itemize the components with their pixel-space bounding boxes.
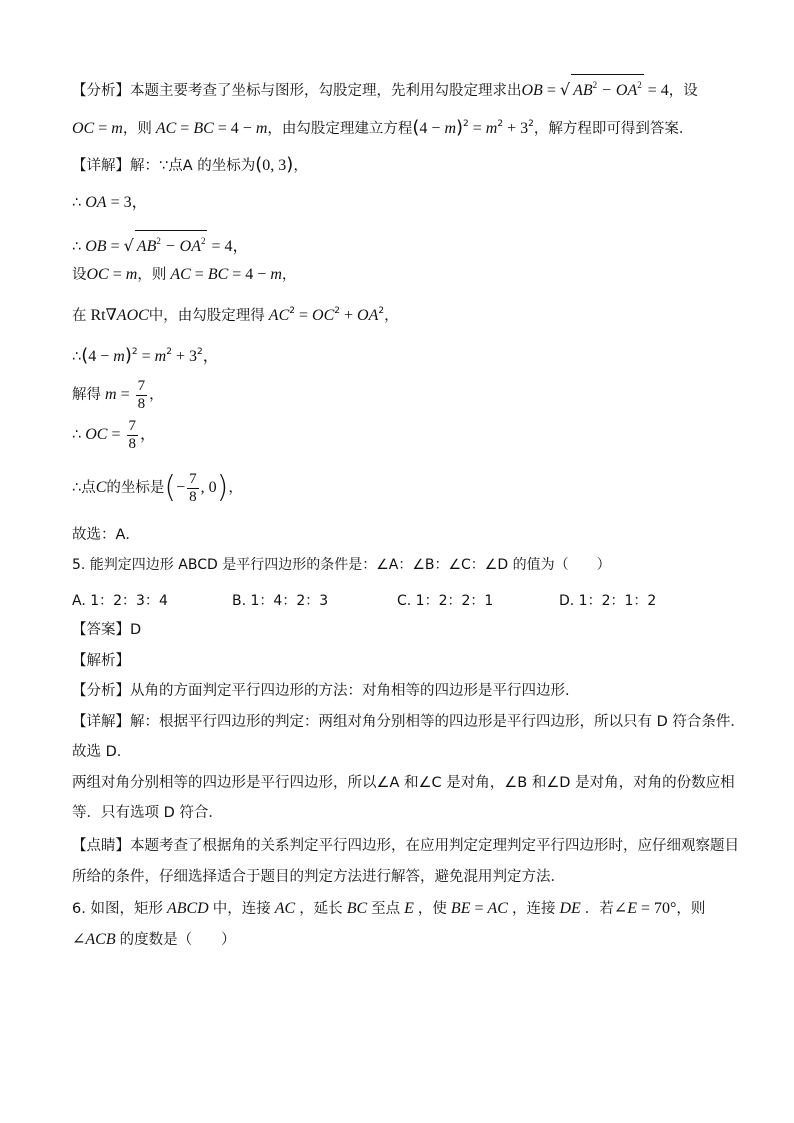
detail-line-4: 设OC = m，则 AC = BC = 4 − m，	[72, 266, 297, 283]
question-5-options	[72, 590, 712, 610]
detail-line-5: 在 Rt∇AOC中，由勾股定理得 $AC^2 = OC^2 + OA^2$，	[72, 306, 399, 324]
comment-5-line-1: 【点睛】本题考查了根据角的关系判定平行四边形，在应用判定定理判定平行四边形时，应仔细观察题目	[72, 838, 739, 854]
paragraph-5-line-2: 等．只有选项 D 符合．	[72, 805, 223, 821]
option-d: D. 1：2：1：2	[559, 593, 657, 609]
detail-line-7: 解得 m = $\frac{7}{8}$ ，	[72, 377, 164, 412]
question-5-stem: 5. 能判定四边形 ABCD 是平行四边形的条件是：∠A：∠B：∠C：∠D 的值为（ ）	[72, 557, 611, 573]
choice-5: 故选 D.	[72, 744, 122, 760]
math-ob: OB	[521, 82, 543, 99]
detail-line-10: 故选：A．	[72, 527, 140, 543]
detail-line-6: ∴(4 − $m)^2 = m^2 + 3^2$，	[72, 345, 219, 366]
analysis-line-1: 【分析】本题主要考查了坐标与图形，勾股定理，先利用勾股定理求出OB = √ $AB^2 - OA^2 = 4$，设	[72, 74, 698, 101]
analysis-5: 【分析】从角的方面判定平行四边形的方法：对角相等的四边形是平行四边形.	[72, 683, 570, 699]
question-6-line-1: 6. 如图，矩形 ABCD 中，连接 AC ，延长 BC 至点 E ，使 BE = AC ，连接 DE ．若∠E = 70°，则	[72, 900, 706, 917]
detail-line-8: ∴ OC = $\frac{7}{8}$ ，	[72, 417, 157, 452]
detail-line-3: ∴ OB = √ $AB^2 - OA^2 = 4$，	[72, 230, 249, 257]
option-c: C. 1：2：2：1	[397, 593, 494, 609]
answer-label: 【答案】D	[72, 622, 142, 638]
comment-5-line-2: 所给的条件，仔细选择适合于题目的判定方法进行解答，避免混用判定方法．	[72, 869, 565, 885]
detail-5: 【详解】解：根据平行四边形的判定：两组对角分别相等的四边形是平行四边形，所以只有 D 符合条件．	[72, 714, 745, 730]
option-a: A. 1：2：3：4	[72, 593, 168, 609]
question-6-line-2: ∠ACB 的度数是（ ）	[72, 931, 236, 948]
explanation-label: 【解析】	[72, 653, 130, 669]
option-b: B. 1：4：2：3	[232, 593, 329, 609]
detail-line-2: ∴ OA = 3，	[72, 194, 148, 211]
paragraph-5-line-1: 两组对角分别相等的四边形是平行四边形，所以∠A 和∠C 是对角，∠B 和∠D 是对角，对角的份数应相	[72, 775, 735, 791]
detail-line-9: ∴点C的坐标是(− $\frac{7}{8}$ , 0)，	[72, 470, 243, 505]
analysis-line-2: OC = m，则 AC = BC = 4 − m，由勾股定理建立方程$(4 - m)^2 = m^2 + 3^2$，解方程即可得到答案．	[72, 117, 694, 138]
detail-line-1: 【详解】解：∵点A 的坐标为(0, 3)，	[72, 154, 308, 175]
